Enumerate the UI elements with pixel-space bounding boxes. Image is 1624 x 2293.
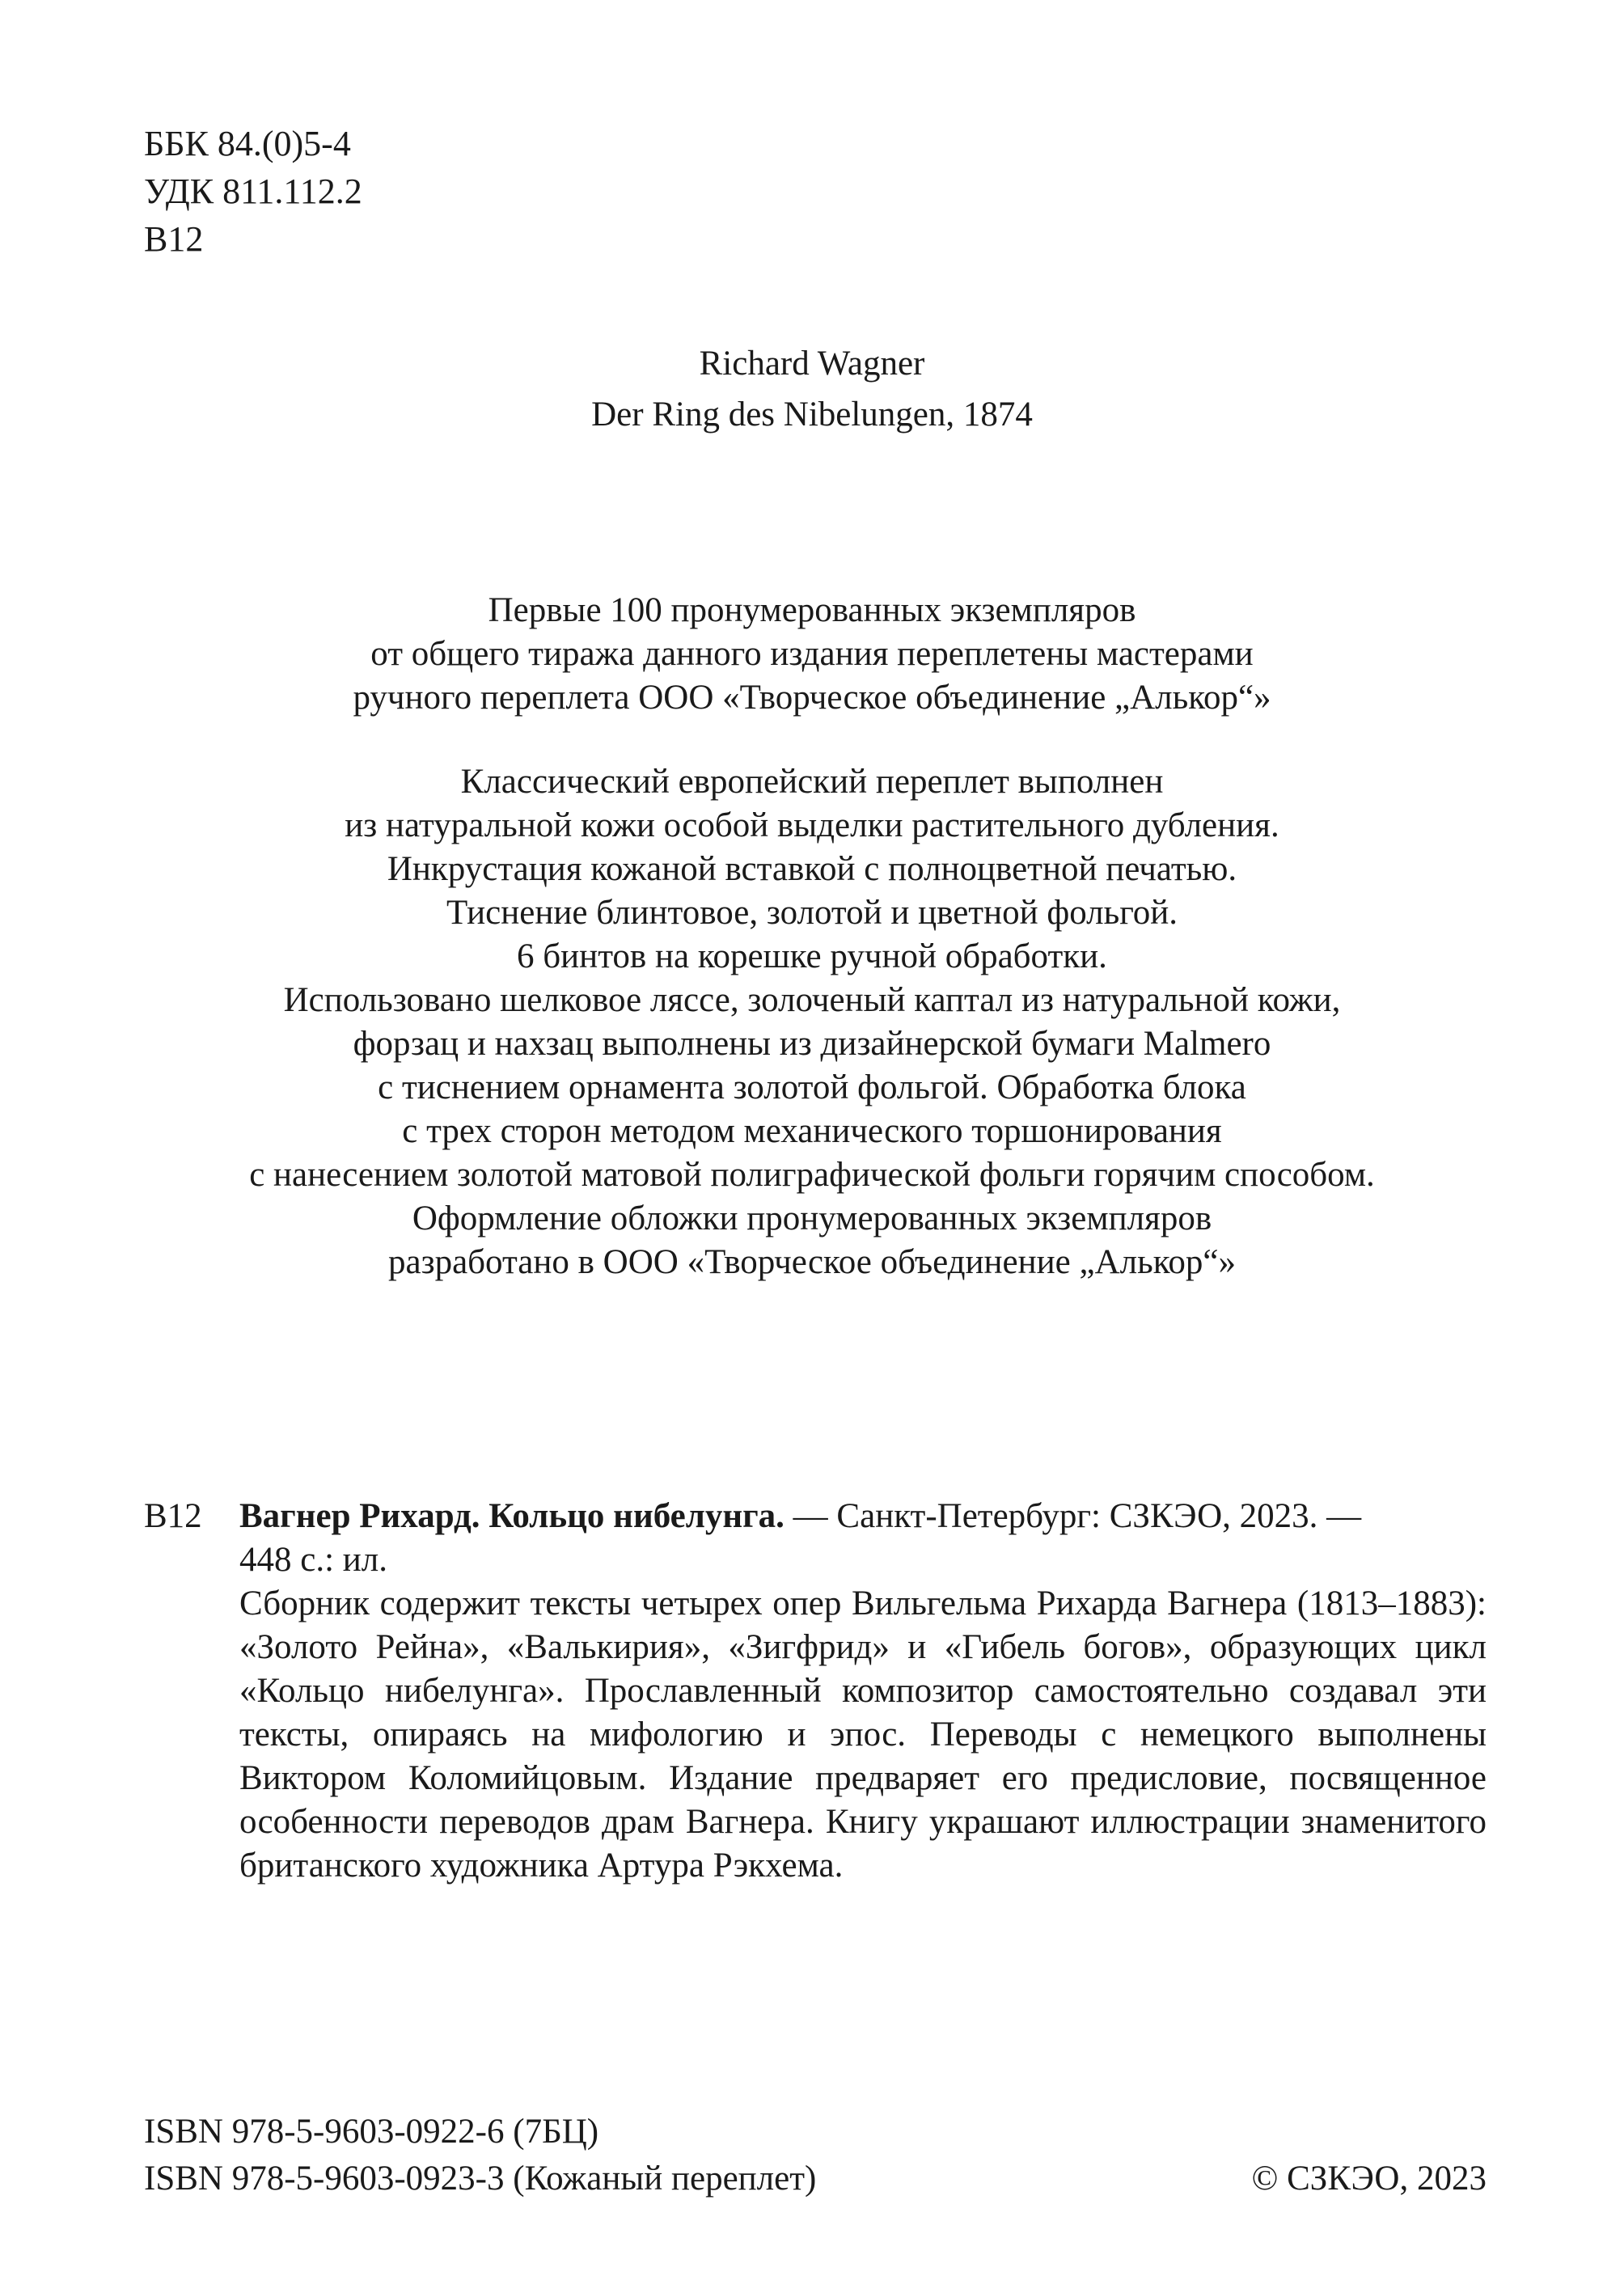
edition-paragraph-numbered-copies <box>0 589 1624 720</box>
edition-line: из натуральной кожи особой выделки растительного дубления. <box>345 806 1279 844</box>
catalog-heading-publisher: — Санкт-Петербург: СЗКЭО, 2023. — <box>784 1497 1362 1535</box>
udk-code: УДК 811.112.2 <box>144 171 362 211</box>
edition-line: ручного переплета ООО «Творческое объединение „Алькор“» <box>353 679 1271 717</box>
isbn-leather: ISBN 978-5-9603-0923-3 (Кожаный переплет) <box>144 2160 817 2198</box>
catalog-pages: 448 с.: ил. <box>239 1541 388 1579</box>
original-title-block <box>0 338 1624 440</box>
bbk-code: ББК 84.(0)5-4 <box>144 124 351 163</box>
edition-line: с тиснением орнамента золотой фольгой. Обработка блока <box>378 1068 1246 1106</box>
edition-line: Классический европейский переплет выполнен <box>460 763 1164 801</box>
catalog-heading <box>239 1495 1487 1538</box>
classification-block <box>144 120 362 263</box>
catalog-code: В12 <box>144 1497 202 1535</box>
copyright-notice: © СЗКЭО, 2023 <box>1251 2160 1487 2198</box>
edition-line: разработано в ООО «Творческое объединение „Алькор“» <box>388 1243 1236 1281</box>
paragraph-spacer <box>0 720 1624 760</box>
edition-line: с трех сторон методом механического торшонирования <box>402 1112 1222 1150</box>
author-mark: В12 <box>144 219 204 259</box>
catalog-annotation: Сборник содержит тексты четырех опер Вильгельма Рихарда Вагнера (1813–1883): «Золото Рейна», «Валькирия», «Зигфрид» и «Гибель богов», образующих цикл «Кольцо нибелунга». Прославленный композитор самостоятельно создавал эти тексты, опираясь на мифологию и эпос. Переводы с немецкого выполнены Виктором Коломийцовым. Издание предваряет его предисловие, посвященное особенности переводов драм Вагнера. Книгу украшают иллюстрации знаменитого британского художника Артура Рэкхема. <box>239 1584 1487 1885</box>
edition-line: Тиснение блинтовое, золотой и цветной фольгой. <box>446 894 1178 932</box>
isbn-7bc: ISBN 978-5-9603-0922-6 (7БЦ) <box>144 2113 599 2151</box>
catalog-heading-title: Вагнер Рихард. Кольцо нибелунга. <box>239 1497 785 1535</box>
edition-line: Использовано шелковое ляссе, золоченый каптал из натуральной кожи, <box>283 981 1341 1019</box>
edition-line: Оформление обложки пронумерованных экземпляров <box>412 1199 1212 1237</box>
edition-line: от общего тиража данного издания переплетены мастерами <box>370 635 1254 673</box>
edition-paragraph-binding <box>0 760 1624 1284</box>
catalog-body <box>239 1495 1487 1888</box>
edition-line: Первые 100 пронумерованных экземпляров <box>488 591 1136 629</box>
catalog-entry <box>144 1495 1487 1888</box>
edition-line: с нанесением золотой матовой полиграфической фольги горячим способом. <box>249 1156 1375 1194</box>
edition-line: 6 бинтов на корешке ручной обработки. <box>517 937 1107 975</box>
original-author: Richard Wagner <box>699 345 925 383</box>
original-work: Der Ring des Nibelungen, 1874 <box>591 396 1033 434</box>
edition-notes <box>0 589 1624 1284</box>
isbn-block <box>144 2109 816 2202</box>
edition-line: форзац и нахзац выполнены из дизайнерской бумаги Malmero <box>353 1025 1271 1063</box>
edition-line: Инкрустация кожаной вставкой с полноцветной печатью. <box>387 850 1237 888</box>
